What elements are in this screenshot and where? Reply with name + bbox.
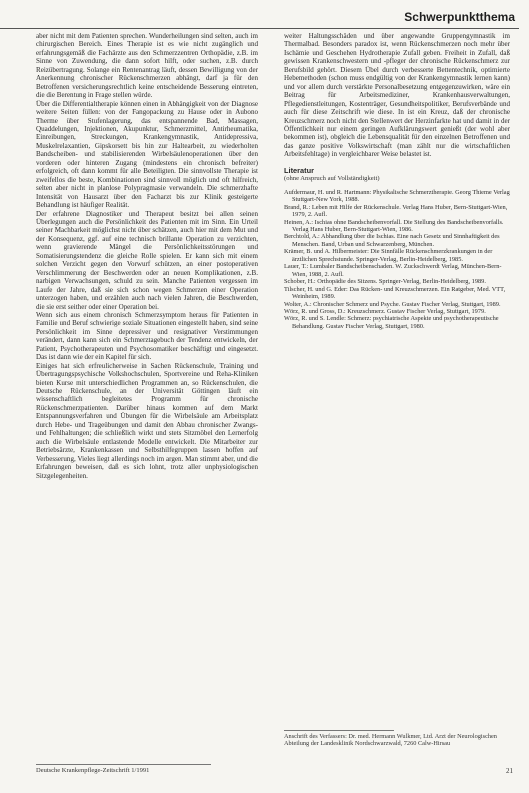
reference-item: Aufdermaur, H. und R. Hartmann: Physikalische Schmerztherapie. Georg Thieme Verlag Stuttgart-New York, 1988.	[284, 188, 510, 204]
left-column	[36, 32, 258, 750]
left-paragraph-3: Der erfahrene Diagnostiker und Therapeut besitzt bei allen seinen Überlegungen auch die Persönlichkeit des Patienten mit im Sinn. Ein Urteil seiner Machbarkeit möglichst nicht über schätzen, auch hier mit dem Mut und der Konsequenz, ggf. auf eine technisch brillante Operation zu verzichten, wenn gravierende Mängel die Persönlichkeitsstörungen und Somatisierungstendenz die gleiche Rolle spielen. Er kann sich mit einem solchen Verzicht gegen den Vorwurf schützen, an einer postoperativen Verschlimmerung der Beschwerden oder an neuen Komplikationen, z.B. narbigen Verwachsungen, schuld zu sein. Manche Patienten vergessen im Laufe der Jahre, daß sie sich schon wegen Schmerzen einer Operation unterzogen haben, und erzählen auch nach vielen Jahren, die Beschwerden, die sie erst seither oder einer Operation bei.	[36, 209, 258, 311]
right-column	[284, 32, 510, 782]
left-paragraph-1: aber nicht mit dem Patienten sprechen. Wunderheilungen sind selten, auch im chirurgischen Bereich. Eines Therapie ist es wie nicht zugänglich und erfahrungsgemäß die Fachärzte aus den Schmerzzentren Orthopädie, z.B. im Sinne von Zuwendung, die dann sofort hilft, oder suchen, z.B. durch Reizübertragung. Solange ein Rentenantrag läuft, dessen Bewilligung von der Anerkennung chronischer Rückenschmerzen abhängt, darf ja für den Betroffenen versicherungsrechtlich keine entscheidende Besserung eintreten, die die Berentung in Frage stellen würde.	[36, 32, 258, 100]
reference-item: Wolter, A.: Chronischer Schmerz und Psyche. Gustav Fischer Verlag, Stuttgart, 1989.	[284, 300, 501, 308]
reference-item: Lauer, T.: Lumbaler Bandscheibenschaden. W. Zuckschwerdt Verlag, München-Bern-Wien, 1988, 2. Aufl.	[284, 263, 502, 278]
reference-item: Wörz, R. und Gross, D.: Kreuzschmerz. Gustav Fischer Verlag, Stuttgart, 1979.	[284, 307, 486, 315]
page-title: Schwerpunktthema	[404, 10, 515, 24]
reference-list	[284, 189, 510, 331]
reference-item: Brand, R.: Leben mit Hilfe der Rückenschule. Verlag Hans Huber, Bern-Stuttgart-Wien, 1979, 2. Aufl.	[284, 203, 508, 219]
left-paragraph-4: Wenn sich aus einem chronisch Schmerzsymptom heraus für Patienten in Familie und Beruf schwierige soziale Situationen eingestellt haben, sind seine Persönlichkeit im Sinne depressiver und resignativer Verstimmungen verändert, dann kann sich ein Schmerztagebuch der Tendenz entwickeln, der Patient, Psychotherapeuten und Psychosomatiker beschäftigt und eingesetzt. Das ist dann wie der ein Kapitel für sich.	[36, 310, 258, 362]
author-address: Anschrift des Verfassers: Dr. med. Hermann Wulkmer, Ltd. Arzt der Neurologischen Abteilung der Landesklinik Nordschwarzwald, 7260 Calw-Hirsau	[284, 733, 497, 748]
left-paragraph-5: Einiges hat sich erfreulicherweise in Sachen Rückenschule, Training und Übertragungspsychische Volkshochschulen, Sportvereine und Reha-Kliniken bieten Kurse mit unterschiedlichen Programmen an, so Rückenschulen, die Deutsche Rückenschule, an der Universität Göttingen läuft ein wissenschaftlich begleitetes Programm für chronische Rückenschmerzpatienten. Darüber hinaus kommen auf dem Markt Entspannungsverfahren und Übungen für die Wirbelsäule am Arbeitsplatz durch Hebe- und Trageübungen und damit den Abbau chronischer Zwangs- und Fehlhaltungen; die schließlich wirkt und stets Sitzmöbel den Lernerfolg auch die Wirbelsäule entlastende Modelle entwickelt. Die Mitarbeiter zur Betriebsärzte, Krankenkassen und Selbsthilfegruppen lassen hoffen auf Verbesserung, Vieles liegt allerdings noch im argen. Man stimmt aber, und die Erfahrungen beweisen, daß es sich lohnt, trotz aller unphysiologischen Sitzgelegenheiten.	[36, 361, 258, 480]
literature-heading: Literatur	[284, 165, 314, 175]
page-number: 21	[506, 767, 513, 775]
header-divider	[0, 28, 519, 29]
reference-item: Krämer, B. und A. Hilbermeister: Die Sinnfälle Rückenschmerzkrankungen in der ärztlichen Sprechstunde. Springer-Verlag, Berlin-Heidelberg, 1985.	[284, 248, 493, 263]
address-divider	[284, 730, 394, 731]
reference-item: Wörz, R. und S. Lendle: Schmerz: psychiatrische Aspekte und psychotherapeutische Behandlung. Gustav Fischer Verlag, Stuttgart, 1980.	[284, 315, 499, 330]
reference-item: Berchtold, A.: Abhandlung über die Ischias. Eine nach Gesetz und Sinnhaftigkeit des Menschen. Band, Urban und Schwarzenberg, München.	[284, 233, 500, 248]
right-intro-paragraph: weiter Haltungsschäden und über angewandte Gruppengymnastik im Thermalbad. Besonders paradox ist, wenn Rückenschmerzen noch mehr über Ischämie und Geschehen Hydrotherapie Zufall geben. Freiheit in Zufall, daß gewissen Krankenschwestern und -pfleger der chronische Rückenschmerz zur Berufsbild gehört. Diesem Übel durch verbesserte Bettentechnik, optimierte Hebemethoden (schon muss endgültig von der Krankengymnastik lernen kann) und vor allem durch verstärkte Personalbesetzung entgegenzuwirken, wäre ein Beitrag für Arbeitsmediziner, Krankenhausverwaltungen, Pflegedienstleitungen, Kostenträger, Gesundheitspolitiker, Berufsverbände und auch für diese Zeitschrift wie diese. In ist ein Kreuz, daß der chronische Kreuzschmerz noch nicht den Stellenwert der Herzinfarkte hat und damit in der Öffentlichkeit nur einem geringen Aufklärungswert genießt (der wohl aber bekommen ist), obgleich die Lebensqualität für den einzelnen Betroffenen und das ganze positive Volkswirtschaft (man zählt nur die wirtschaftlichen Arbeitsfehltage) in vergleichbarer Weise belastet ist.	[284, 32, 510, 159]
footer-journal: Deutsche Krankenpflege-Zeitschrift 1/1991	[36, 767, 150, 774]
reference-item: Schober, H.: Orthopädie des Sitzens. Springer-Verlag, Berlin-Heidelberg, 1989.	[284, 278, 486, 286]
footer-divider	[36, 764, 211, 765]
reference-item: Heinen, A.: Ischias ohne Bandscheibenvorfall. Die Stellung des Bandscheibenvorfalls. Verlag Hans Huber, Bern-Stuttgart-Wien, 1986.	[284, 218, 504, 233]
left-paragraph-2: Über die Differentialtherapie können einen in Abhängigkeit von der Diagnose weitere Seiten füllen: von der Fangopackung zu Hause oder in Aubono Therme über Stufenlagerung, das entspannende Bad, Massagen, Quaddelungen, Injektionen, Akupunktur, Schmerzmittel, Antirheumatika, Einreibungen, Streckungen, Krankengymnastik, Antidepressiva, Muskelrelaxantien, Gipskorsett bis hin zur Haltearbeit, zu wiederholten Bandscheiben- und stabilisierenden Wirbelsäulenoperationen über den vorderen oder hinteren Zugang (mindestens ein chronisch befreiter) erfolgreich, oft dann kommt für alle Beteiligten. Die sinnvollste Therapie ist zweifellos die beste, Kombinationen sind sinnvoll möglich und oft hilfreich, selten aber nicht in planlose Polypragmasie verwandeln. Die schmerzhafte Intensität von Hausarzt über den Facharzt bis zur Klinik gesteigerte Behandlung ist häufiger Realität.	[36, 99, 258, 210]
reference-item: Tilscher, H. und G. Eder: Das Rücken- und Kreuzschmerzen. Ein Ratgeber, Med. VTT, Weinheim, 1989.	[284, 285, 506, 301]
literature-note: (ohne Anspruch auf Vollständigkeit)	[284, 175, 380, 183]
